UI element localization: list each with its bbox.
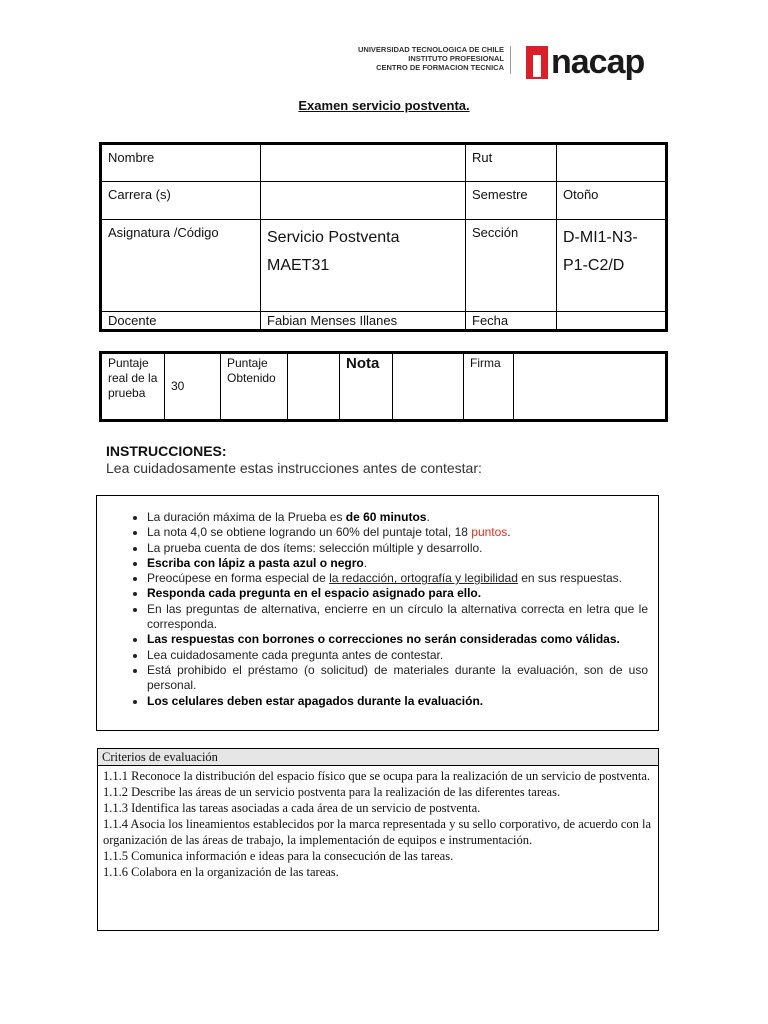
logo-wordmark: nacap <box>551 43 645 81</box>
puntaje-real-label: Puntaje real de la prueba <box>101 353 165 421</box>
rut-label: Rut <box>466 144 557 182</box>
score-table <box>99 351 668 422</box>
instruction-bold: Escriba con lápiz a pasta azul o negro <box>147 555 364 570</box>
fecha-field[interactable] <box>557 312 667 331</box>
instruction-text: En las preguntas de alternativa, encierre en un círculo la alternativa correcta en letra que le corresponda. <box>147 601 648 632</box>
institution-line: UNIVERSIDAD TECNOLOGICA DE CHILE <box>358 45 504 54</box>
instruction-item <box>147 632 648 647</box>
instruction-bold: de 60 minutos <box>345 510 427 524</box>
instruction-text: La duración máxima de la Prueba es <box>147 510 346 524</box>
institution-line: CENTRO DE FORMACION TECNICA <box>376 63 504 72</box>
firma-field[interactable] <box>514 353 667 421</box>
instruction-red-text: puntos <box>471 525 508 540</box>
asignatura-code: MAET31 <box>267 257 330 274</box>
docente-label: Docente <box>101 312 261 331</box>
rut-field[interactable] <box>557 144 667 182</box>
asignatura-value <box>261 220 466 312</box>
instruction-underlined: la redacción, ortografía y legibilidad <box>329 571 518 586</box>
semestre-label: Semestre <box>466 182 557 220</box>
seccion-value <box>557 220 667 312</box>
logo-divider <box>510 46 511 74</box>
criteria-item: 1.1.2 Describe las áreas de un servicio postventa para la realización de las diferentes tareas. <box>103 785 561 799</box>
firma-label: Firma <box>464 353 514 421</box>
asignatura-label: Asignatura /Código <box>101 220 261 312</box>
instructions-subtitle: Lea cuidadosamente estas instrucciones antes de contestar: <box>106 460 482 476</box>
instruction-item <box>147 541 648 556</box>
logo-mark-icon <box>526 46 548 79</box>
instruction-bold: Los celulares deben estar apagados durante la evaluación. <box>147 693 484 708</box>
instruction-bold: Las respuestas con borrones o correcciones no serán consideradas como válidas. <box>147 632 620 647</box>
seccion-line: P1-C2/D <box>563 257 625 274</box>
nombre-label: Nombre <box>101 144 261 182</box>
nombre-field[interactable] <box>261 144 466 182</box>
puntaje-obtenido-label: Puntaje Obtenido <box>221 353 288 421</box>
instruction-text: La prueba cuenta de dos ítems: selección múltiple y desarrollo. <box>147 540 483 555</box>
instruction-item <box>147 694 648 709</box>
instruction-text: . <box>363 555 368 570</box>
seccion-line: D-MI1-N3- <box>563 229 638 246</box>
nota-label: Nota <box>340 353 393 421</box>
seccion-label: Sección <box>466 220 557 312</box>
fecha-label: Fecha <box>466 312 557 331</box>
asignatura-name: Servicio Postventa <box>267 229 400 246</box>
criteria-item: 1.1.4 Asocia los lineamientos establecidos por la marca representada y su sello corporativo, de acuerdo con la organización de las áreas de trabajo, la implementación de equipos e instrumentación. <box>103 817 652 847</box>
instruction-item <box>147 602 648 633</box>
instruction-text: Lea cuidadosamente cada pregunta antes de contestar. <box>147 647 444 662</box>
instruction-item <box>147 663 648 694</box>
instruction-item <box>147 586 648 601</box>
instruction-text: . <box>426 510 430 524</box>
instruction-item <box>147 510 648 525</box>
criteria-item: 1.1.5 Comunica información e ideas para la consecución de las tareas. <box>103 849 454 863</box>
nota-field[interactable] <box>393 353 464 421</box>
institution-lines <box>330 45 504 72</box>
instruction-text: Está prohibido el préstamo (o solicitud) de materiales durante la evaluación, son de uso personal. <box>147 662 648 693</box>
criteria-item: 1.1.3 Identifica las tareas asociadas a cada área de un servicio de postventa. <box>103 801 481 815</box>
puntaje-obtenido-field[interactable] <box>288 353 340 421</box>
instruction-text: Preocúpese en forma especial de <box>147 571 330 586</box>
student-info-table <box>99 142 668 332</box>
instructions-box <box>96 495 659 731</box>
document-title: Examen servicio postventa. <box>298 98 470 113</box>
puntaje-real-value: 30 <box>165 353 221 421</box>
instruction-text: en sus respuestas. <box>517 571 622 586</box>
criteria-item: 1.1.1 Reconoce la distribución del espacio físico que se ocupa para la realización de un servicio de postventa. <box>103 769 651 783</box>
criteria-header: Criterios de evaluación <box>98 749 658 766</box>
carrera-label: Carrera (s) <box>101 182 261 220</box>
criteria-list <box>98 766 658 882</box>
carrera-field[interactable] <box>261 182 466 220</box>
instruction-bold: Responda cada pregunta en el espacio asignado para ello. <box>147 586 482 601</box>
instruction-text: La nota 4,0 se obtiene logrando un 60% del puntaje total, 18 <box>147 525 472 540</box>
instruction-text: . <box>507 525 511 540</box>
instructions-title: INSTRUCCIONES: <box>106 443 227 459</box>
criteria-item: 1.1.6 Colabora en la organización de las tareas. <box>103 865 339 879</box>
institution-line: INSTITUTO PROFESIONAL <box>408 54 504 63</box>
instruction-item <box>147 525 648 540</box>
evaluation-criteria-box <box>97 748 659 931</box>
instruction-item <box>147 648 648 663</box>
docente-value: Fabian Menses Illanes <box>261 312 466 331</box>
semestre-value: Otoño <box>557 182 667 220</box>
inacap-logo <box>526 44 644 80</box>
instruction-item <box>147 571 648 586</box>
instruction-item <box>147 556 648 571</box>
